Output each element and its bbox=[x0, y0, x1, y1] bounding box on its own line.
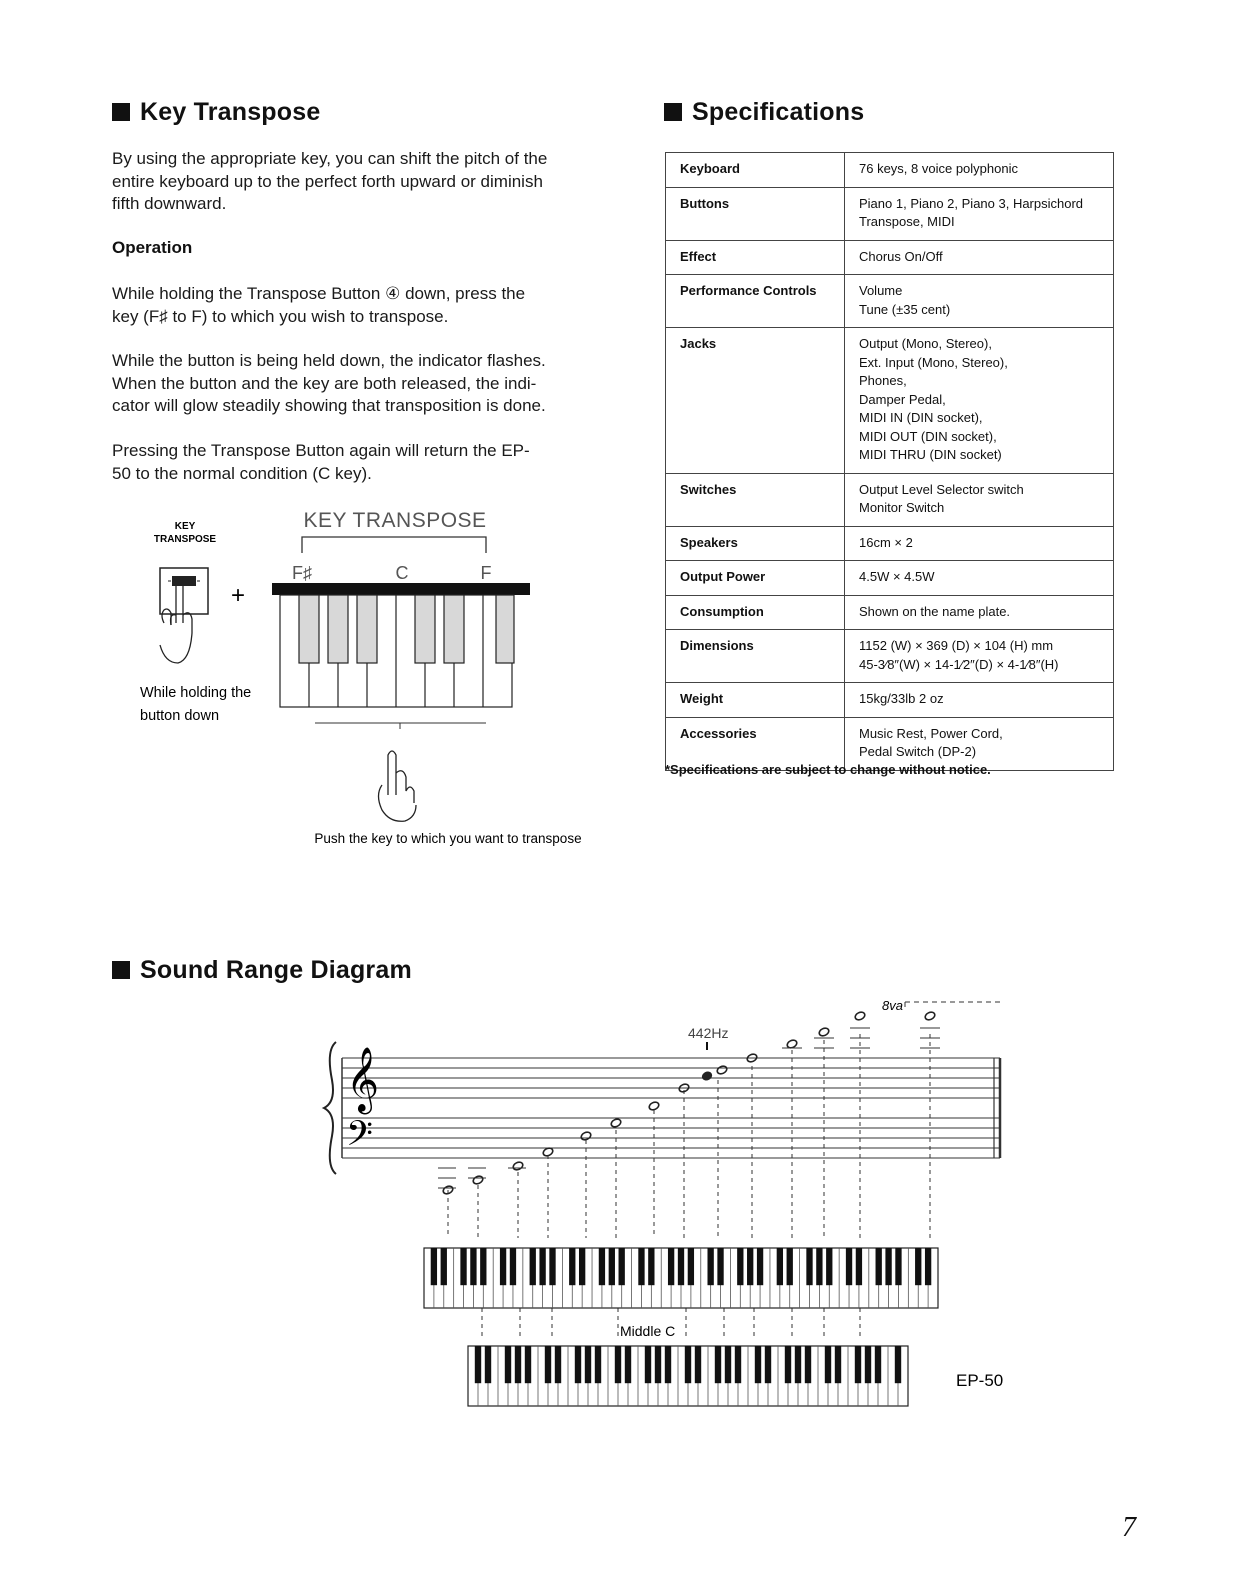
spec-value: Output (Mono, Stereo), Ext. Input (Mono, Stereo), Phones, Damper Pedal, MIDI IN (DIN socket), MIDI OUT (DIN socket), MIDI THRU (DIN socket) bbox=[845, 328, 1114, 474]
black-key bbox=[619, 1248, 625, 1285]
spec-label: Switches bbox=[666, 473, 845, 526]
hand-press-icon bbox=[160, 585, 192, 663]
black-key bbox=[925, 1248, 931, 1285]
black-key bbox=[865, 1346, 871, 1383]
black-key bbox=[855, 1346, 861, 1383]
black-key bbox=[688, 1248, 694, 1285]
key-transpose-heading-text: Key Transpose bbox=[140, 98, 321, 126]
operation-paragraph-2 bbox=[112, 350, 582, 418]
operation-line: 50 to the normal condition (C key). bbox=[112, 463, 372, 483]
black-key bbox=[747, 1248, 753, 1285]
button-label-line1: KEY bbox=[174, 521, 196, 532]
black-key bbox=[665, 1346, 671, 1383]
spec-value: Music Rest, Power Cord, Pedal Switch (DP-2) bbox=[845, 717, 1114, 770]
black-key bbox=[725, 1346, 731, 1383]
black-key bbox=[549, 1248, 555, 1285]
bullet-square-icon bbox=[112, 103, 130, 121]
bullet-square-icon bbox=[664, 103, 682, 121]
black-key bbox=[915, 1248, 921, 1285]
specifications-heading bbox=[664, 98, 864, 127]
key-label-f: F bbox=[480, 563, 492, 583]
specifications-table bbox=[665, 152, 1114, 771]
spec-value: Piano 1, Piano 2, Piano 3, Harpsichord Transpose, MIDI bbox=[845, 187, 1114, 240]
black-key bbox=[777, 1248, 783, 1285]
operation-heading: Operation bbox=[112, 238, 193, 257]
spec-row bbox=[666, 683, 1114, 718]
black-key bbox=[615, 1346, 621, 1383]
intro-line: fifth downward. bbox=[112, 194, 227, 213]
black-key bbox=[825, 1346, 831, 1383]
black-key bbox=[545, 1346, 551, 1383]
keyboard-title: KEY TRANSPOSE bbox=[303, 509, 487, 532]
transpose-keyboard bbox=[272, 583, 530, 707]
spec-row bbox=[666, 240, 1114, 275]
black-key bbox=[500, 1248, 506, 1285]
spec-label: Weight bbox=[666, 683, 845, 718]
spec-label: Jacks bbox=[666, 328, 845, 474]
sound-range-diagram bbox=[320, 990, 1020, 1420]
bullet-square-icon bbox=[112, 961, 130, 979]
ottava-label: 8va bbox=[882, 998, 903, 1013]
spec-row bbox=[666, 275, 1114, 328]
black-key bbox=[575, 1346, 581, 1383]
key-transpose-figure bbox=[120, 505, 590, 850]
black-key bbox=[648, 1248, 654, 1285]
black-key bbox=[695, 1346, 701, 1383]
black-key bbox=[885, 1248, 891, 1285]
spec-row bbox=[666, 630, 1114, 683]
spec-label: Speakers bbox=[666, 526, 845, 561]
spec-label: Effect bbox=[666, 240, 845, 275]
spec-row bbox=[666, 561, 1114, 596]
black-key bbox=[470, 1248, 476, 1285]
black-key bbox=[856, 1248, 862, 1285]
push-bracket bbox=[315, 723, 486, 729]
spec-label: Keyboard bbox=[666, 153, 845, 188]
black-key bbox=[678, 1248, 684, 1285]
black-key bbox=[441, 1248, 447, 1285]
treble-clef-icon: 𝄞 bbox=[346, 1047, 380, 1110]
black-key bbox=[707, 1248, 713, 1285]
button-label-line2: TRANSPOSE bbox=[153, 534, 217, 545]
spec-row bbox=[666, 595, 1114, 630]
spec-value: 4.5W × 4.5W bbox=[845, 561, 1114, 596]
brace-icon bbox=[324, 1042, 336, 1174]
sound-range-heading-text: Sound Range Diagram bbox=[140, 956, 412, 984]
spec-value: 15kg/33lb 2 oz bbox=[845, 683, 1114, 718]
operation-paragraph-1 bbox=[112, 283, 582, 328]
spec-label: Consumption bbox=[666, 595, 845, 630]
black-key bbox=[480, 1248, 486, 1285]
intro-line: entire keyboard up to the perfect forth upward or diminish bbox=[112, 171, 543, 191]
intro-paragraph bbox=[112, 148, 582, 216]
black-key bbox=[826, 1248, 832, 1285]
black-key bbox=[895, 1346, 901, 1383]
hold-caption-line2: button down bbox=[140, 708, 220, 724]
black-key bbox=[579, 1248, 585, 1285]
spec-value: Volume Tune (±35 cent) bbox=[845, 275, 1114, 328]
range-bracket bbox=[302, 537, 486, 553]
black-key bbox=[755, 1346, 761, 1383]
black-key bbox=[645, 1346, 651, 1383]
black-key bbox=[505, 1346, 511, 1383]
black-key bbox=[599, 1248, 605, 1285]
operation-line: cator will glow steadily showing that transposition is done. bbox=[112, 396, 546, 415]
black-key bbox=[715, 1346, 721, 1383]
spec-value: Shown on the name plate. bbox=[845, 595, 1114, 630]
upper-keyboard bbox=[424, 1248, 938, 1308]
hold-caption-line1: While holding the bbox=[140, 685, 252, 701]
grand-staff bbox=[342, 1058, 1000, 1158]
black-key bbox=[475, 1346, 481, 1383]
black-key bbox=[555, 1346, 561, 1383]
operation-line: While the button is being held down, the indicator flashes. bbox=[112, 351, 546, 370]
black-key bbox=[609, 1248, 615, 1285]
spec-label: Accessories bbox=[666, 717, 845, 770]
operation-paragraph-3 bbox=[112, 440, 582, 485]
black-key bbox=[595, 1346, 601, 1383]
spec-row bbox=[666, 526, 1114, 561]
spec-value: 1152 (W) × 369 (D) × 104 (H) mm 45-3⁄8″(W) × 14-1⁄2″(D) × 4-1⁄8″(H) bbox=[845, 630, 1114, 683]
operation-line: While holding the Transpose Button ④ down, press the bbox=[112, 284, 526, 303]
black-key bbox=[795, 1346, 801, 1383]
black-key bbox=[875, 1346, 881, 1383]
black-key bbox=[757, 1248, 763, 1285]
spec-label: Buttons bbox=[666, 187, 845, 240]
black-key bbox=[510, 1248, 516, 1285]
key-label-fsharp: F♯ bbox=[292, 563, 312, 583]
ledger-lines bbox=[438, 1028, 940, 1188]
spec-value: Output Level Selector switch Monitor Switch bbox=[845, 473, 1114, 526]
black-key bbox=[876, 1248, 882, 1285]
black-key bbox=[846, 1248, 852, 1285]
black-key bbox=[735, 1346, 741, 1383]
push-caption: Push the key to which you want to transpose bbox=[314, 831, 582, 846]
key-label-c: C bbox=[395, 563, 409, 583]
intro-line: By using the appropriate key, you can shift the pitch of the bbox=[112, 149, 548, 168]
black-key bbox=[515, 1346, 521, 1383]
spec-label: Dimensions bbox=[666, 630, 845, 683]
black-key bbox=[806, 1248, 812, 1285]
transpose-button-icon bbox=[160, 568, 208, 614]
black-key bbox=[787, 1248, 793, 1285]
hz-label: 442Hz bbox=[688, 1025, 729, 1041]
spec-value: 76 keys, 8 voice polyphonic bbox=[845, 153, 1114, 188]
black-key bbox=[685, 1346, 691, 1383]
black-key bbox=[431, 1248, 437, 1285]
black-key bbox=[895, 1248, 901, 1285]
black-key bbox=[638, 1248, 644, 1285]
plus-sign: + bbox=[230, 582, 246, 609]
spec-row bbox=[666, 153, 1114, 188]
black-key bbox=[717, 1248, 723, 1285]
black-key bbox=[785, 1346, 791, 1383]
black-key bbox=[655, 1346, 661, 1383]
sound-range-heading bbox=[112, 956, 412, 985]
black-key bbox=[625, 1346, 631, 1383]
specifications-heading-text: Specifications bbox=[692, 98, 865, 126]
black-key bbox=[539, 1248, 545, 1285]
spec-label: Performance Controls bbox=[666, 275, 845, 328]
black-key bbox=[569, 1248, 575, 1285]
black-key bbox=[525, 1346, 531, 1383]
page-number: 7 bbox=[1122, 1512, 1136, 1543]
black-key bbox=[737, 1248, 743, 1285]
spec-row bbox=[666, 328, 1114, 474]
lower-keyboard bbox=[468, 1346, 908, 1406]
black-key bbox=[585, 1346, 591, 1383]
ottava-line bbox=[905, 1002, 1000, 1010]
key-transpose-heading bbox=[112, 98, 320, 127]
model-label: EP-50 bbox=[956, 1371, 1004, 1390]
operation-line: key (F♯ to F) to which you wish to transpose. bbox=[112, 306, 449, 326]
black-key bbox=[460, 1248, 466, 1285]
black-key bbox=[835, 1346, 841, 1383]
black-key bbox=[530, 1248, 536, 1285]
black-key bbox=[765, 1346, 771, 1383]
middle-c-label: Middle C bbox=[620, 1323, 676, 1339]
spec-value: Chorus On/Off bbox=[845, 240, 1114, 275]
spec-row bbox=[666, 187, 1114, 240]
spec-label: Output Power bbox=[666, 561, 845, 596]
black-key bbox=[816, 1248, 822, 1285]
spec-row bbox=[666, 473, 1114, 526]
bass-clef-icon: 𝄢 bbox=[346, 1114, 374, 1161]
finger-press-icon bbox=[379, 751, 417, 821]
operation-line: When the button and the key are both released, the indi- bbox=[112, 373, 537, 393]
operation-line: Pressing the Transpose Button again will return the EP- bbox=[112, 441, 530, 460]
black-key bbox=[668, 1248, 674, 1285]
black-key bbox=[485, 1346, 491, 1383]
spec-value: 16cm × 2 bbox=[845, 526, 1114, 561]
black-key bbox=[805, 1346, 811, 1383]
spec-footnote: *Specifications are subject to change without notice. bbox=[665, 762, 991, 777]
